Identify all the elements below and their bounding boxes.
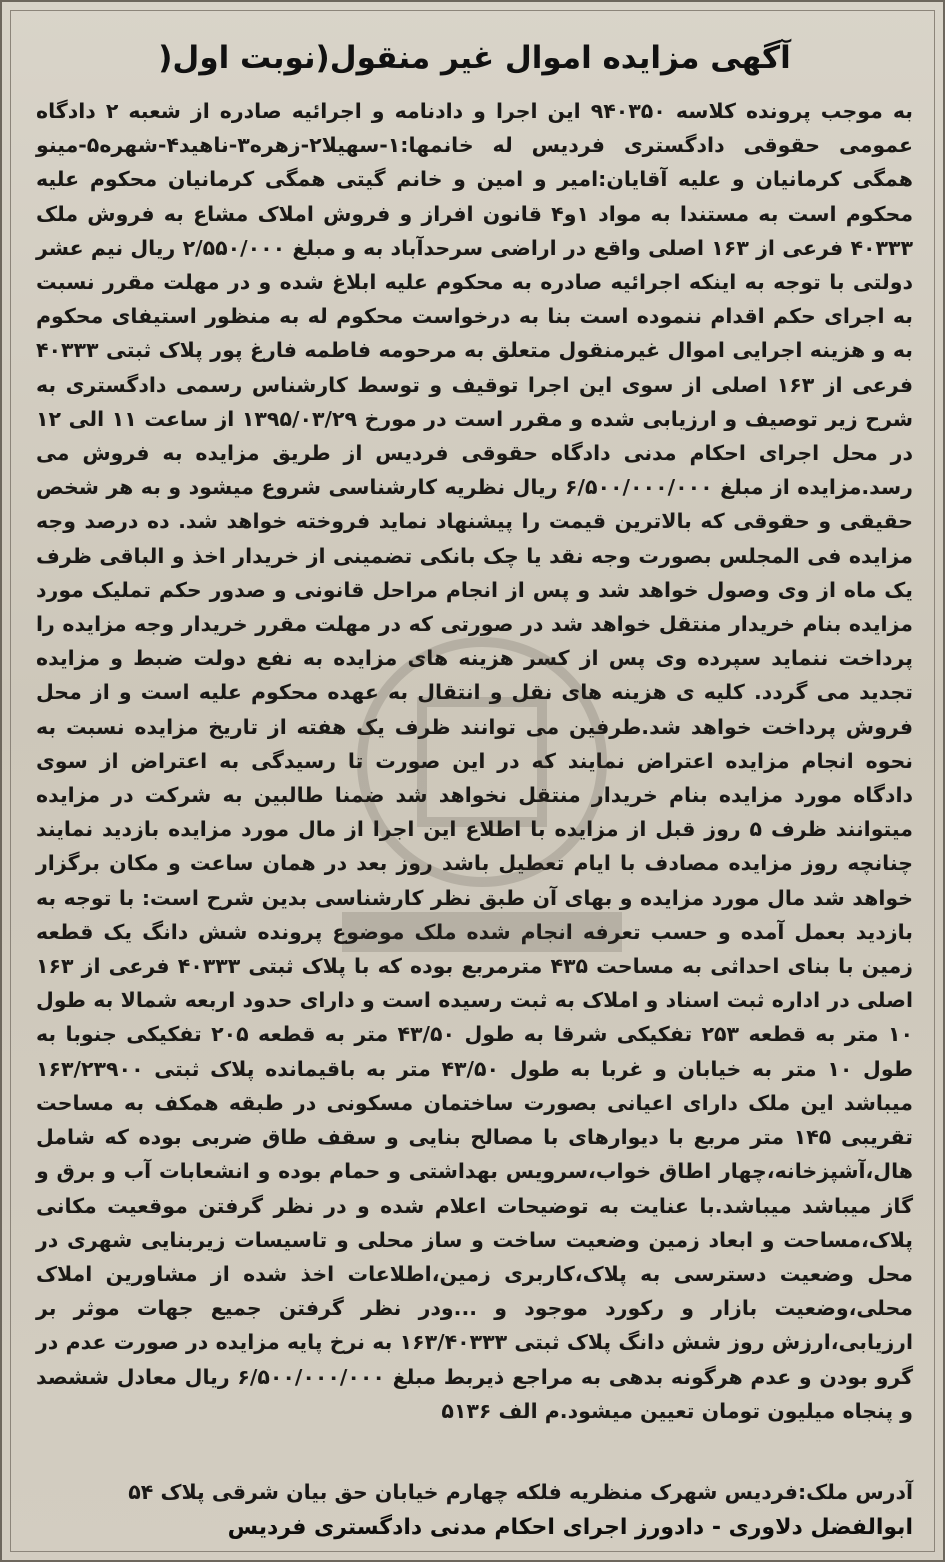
notice-body: به موجب پرونده کلاسه ۹۴۰۳۵۰ این اجرا و دادنامه و اجرائیه صادره از شعبه ۲ دادگاه عمومی حقوقی دادگستری فردیس له خانمها:۱-سهیلا۲-زهره۳-ناهید۴-شهره۵-مینو همگی کرمانیان و علیه آقایان:امیر و امین و خانم گیتی همگی کرمانیان محکوم علیه محکوم است به مستندا به مواد ۱و۴ قانون افراز و فروش املاک مشاع به فروش ملک ۴۰۳۳۳ فرعی از ۱۶۳ اصلی واقع در اراضی سرحدآباد به و مبلغ ۲/۵۵۰/۰۰۰ ریال نیم عشر دولتی با توجه به اینکه اجرائیه صادره به محکوم علیه ابلاغ شده و در مهلت مقرر نسبت به اجرای حکم اقدام ننموده است بنا به درخواست محکوم له به منظور استیفای محکوم به و هزینه اجرایی اموال غیرمنقول متعلق به مرحومه فاطمه فارغ پور پلاک ثبتی ۴۰۳۳۳ فرعی از ۱۶۳ اصلی از سوی این اجرا توقیف و توسط کارشناس رسمی دادگستری به شرح زیر توصیف و ارزیابی شده و مقرر است در مورخ ۱۳۹۵/۰۳/۲۹ از ساعت ۱۱ الی ۱۲ در محل اجرای احکام مدنی دادگاه حقوقی فردیس از طریق مزایده به فروش می رسد.مزایده از مبلغ ۶/۵۰۰/۰۰۰/۰۰۰ ریال نظریه کارشناسی شروع میشود و به هر شخص حقیقی و حقوقی که بالاترین قیمت را پیشنهاد نماید فروخته خواهد شد. ده درصد وجه مزایده فی المجلس بصورت وجه نقد یا چک بانکی تضمینی از خریدار اخذ و الباقی ظرف یک ماه از وی وصول خواهد شد و پس از انجام مراحل قانونی و صدور حکم تملیک مورد مزایده بنام خریدار منتقل خواهد شد در صورتی که در مهلت مقرر خریدار وجه مزایده را پرداخت ننماید سپرده وی پس از کسر هزینه های مزایده به نفع دولت ضبط و مزایده تجدید می گردد. کلیه ی هزینه های نقل و انتقال به عهده محکوم علیه است و از محل فروش پرداخت خواهد شد.طرفین می توانند ظرف یک هفته از تاریخ مزایده نسبت به نحوه انجام مزایده اعتراض نمایند که در این صورت تا رسیدگی به اعتراض از سوی دادگاه مورد مزایده بنام خریدار منتقل نخواهد شد ضمنا طالبین به شرکت در مزایده میتوانند ظرف ۵ روز قبل از مزایده با اطلاع این اجرا از مال مورد مزایده بازدید نمایند چنانچه روز مزایده مصادف با ایام تعطیل باشد روز بعد در همان ساعت و مکان برگزار خواهد شد مال مورد مزایده و بهای آن طبق نظر کارشناسی بدین شرح است: با توجه به بازدید بعمل آمده و حسب تعرفه انجام شده ملک موضوع پرونده شش دانگ یک قطعه زمین با بنای احداثی به مساحت ۴۳۵ مترمربع بوده که با پلاک ثبتی ۴۰۳۳۳ فرعی از ۱۶۳ اصلی در اداره ثبت اسناد و املاک به ثبت رسیده است و دارای حدود اربعه شمالا به طول ۱۰ متر به قطعه ۲۵۳ تفکیکی شرقا به طول ۴۳/۵۰ متر به قطعه ۲۰۵ تفکیکی جنوبا به طول ۱۰ متر به خیابان و غربا به طول ۴۳/۵۰ متر به باقیمانده پلاک ثبتی ۱۶۳/۲۳۹۰۰ میباشد این ملک دارای اعیانی بصورت ساختمان مسکونی در طبقه همکف به مساحت تقریبی ۱۴۵ متر مربع با دیوارهای با مصالح بنایی و سقف طاق ضربی بوده که شامل هال،آشپزخانه،چهار اطاق خواب،سرویس بهداشتی و حمام بوده و انشعابات آب و برق و گاز میباشد میباشد.با عنایت به توضیحات اعلام شده و در نظر گرفتن موقعیت مکانی پلاک،مساحت و ابعاد زمین وضعیت ساخت و ساز محلی و تاسیسات زیربنایی شهری در محل وضعیت دسترسی به پلاک،کاربری زمین،اطلاعات اخذ شده از مشاورین املاک محلی،وضعیت بازار و رکورد موجود و ...ودر نظر گرفتن جمیع جهات موثر بر ارزیابی،ارزش روز شش دانگ پلاک ثبتی ۱۶۳/۴۰۳۳۳ به نرخ پایه مزایده در صورت عدم در گرو بودن و عدم هرگونه بدهی به مراجع ذیربط مبلغ ۶/۵۰۰/۰۰۰/۰۰۰ ریال معادل ششصد و پنجاه میلیون تومان تعیین میشود.م الف ۵۱۳۶ [36, 99, 914, 1423]
notice-title: آگهی مزایده اموال غیر منقول(نوبت اول( [158, 40, 791, 76]
notice-signature: ابوالفضل دلاوری - دادورز اجرای احکام مدنی دادگستری فردیس [227, 1515, 913, 1540]
property-address: آدرس ملک:فردیس شهرک منظریه فلکه چهارم خیابان حق بیان شرقی پلاک ۵۴ [128, 1480, 913, 1504]
